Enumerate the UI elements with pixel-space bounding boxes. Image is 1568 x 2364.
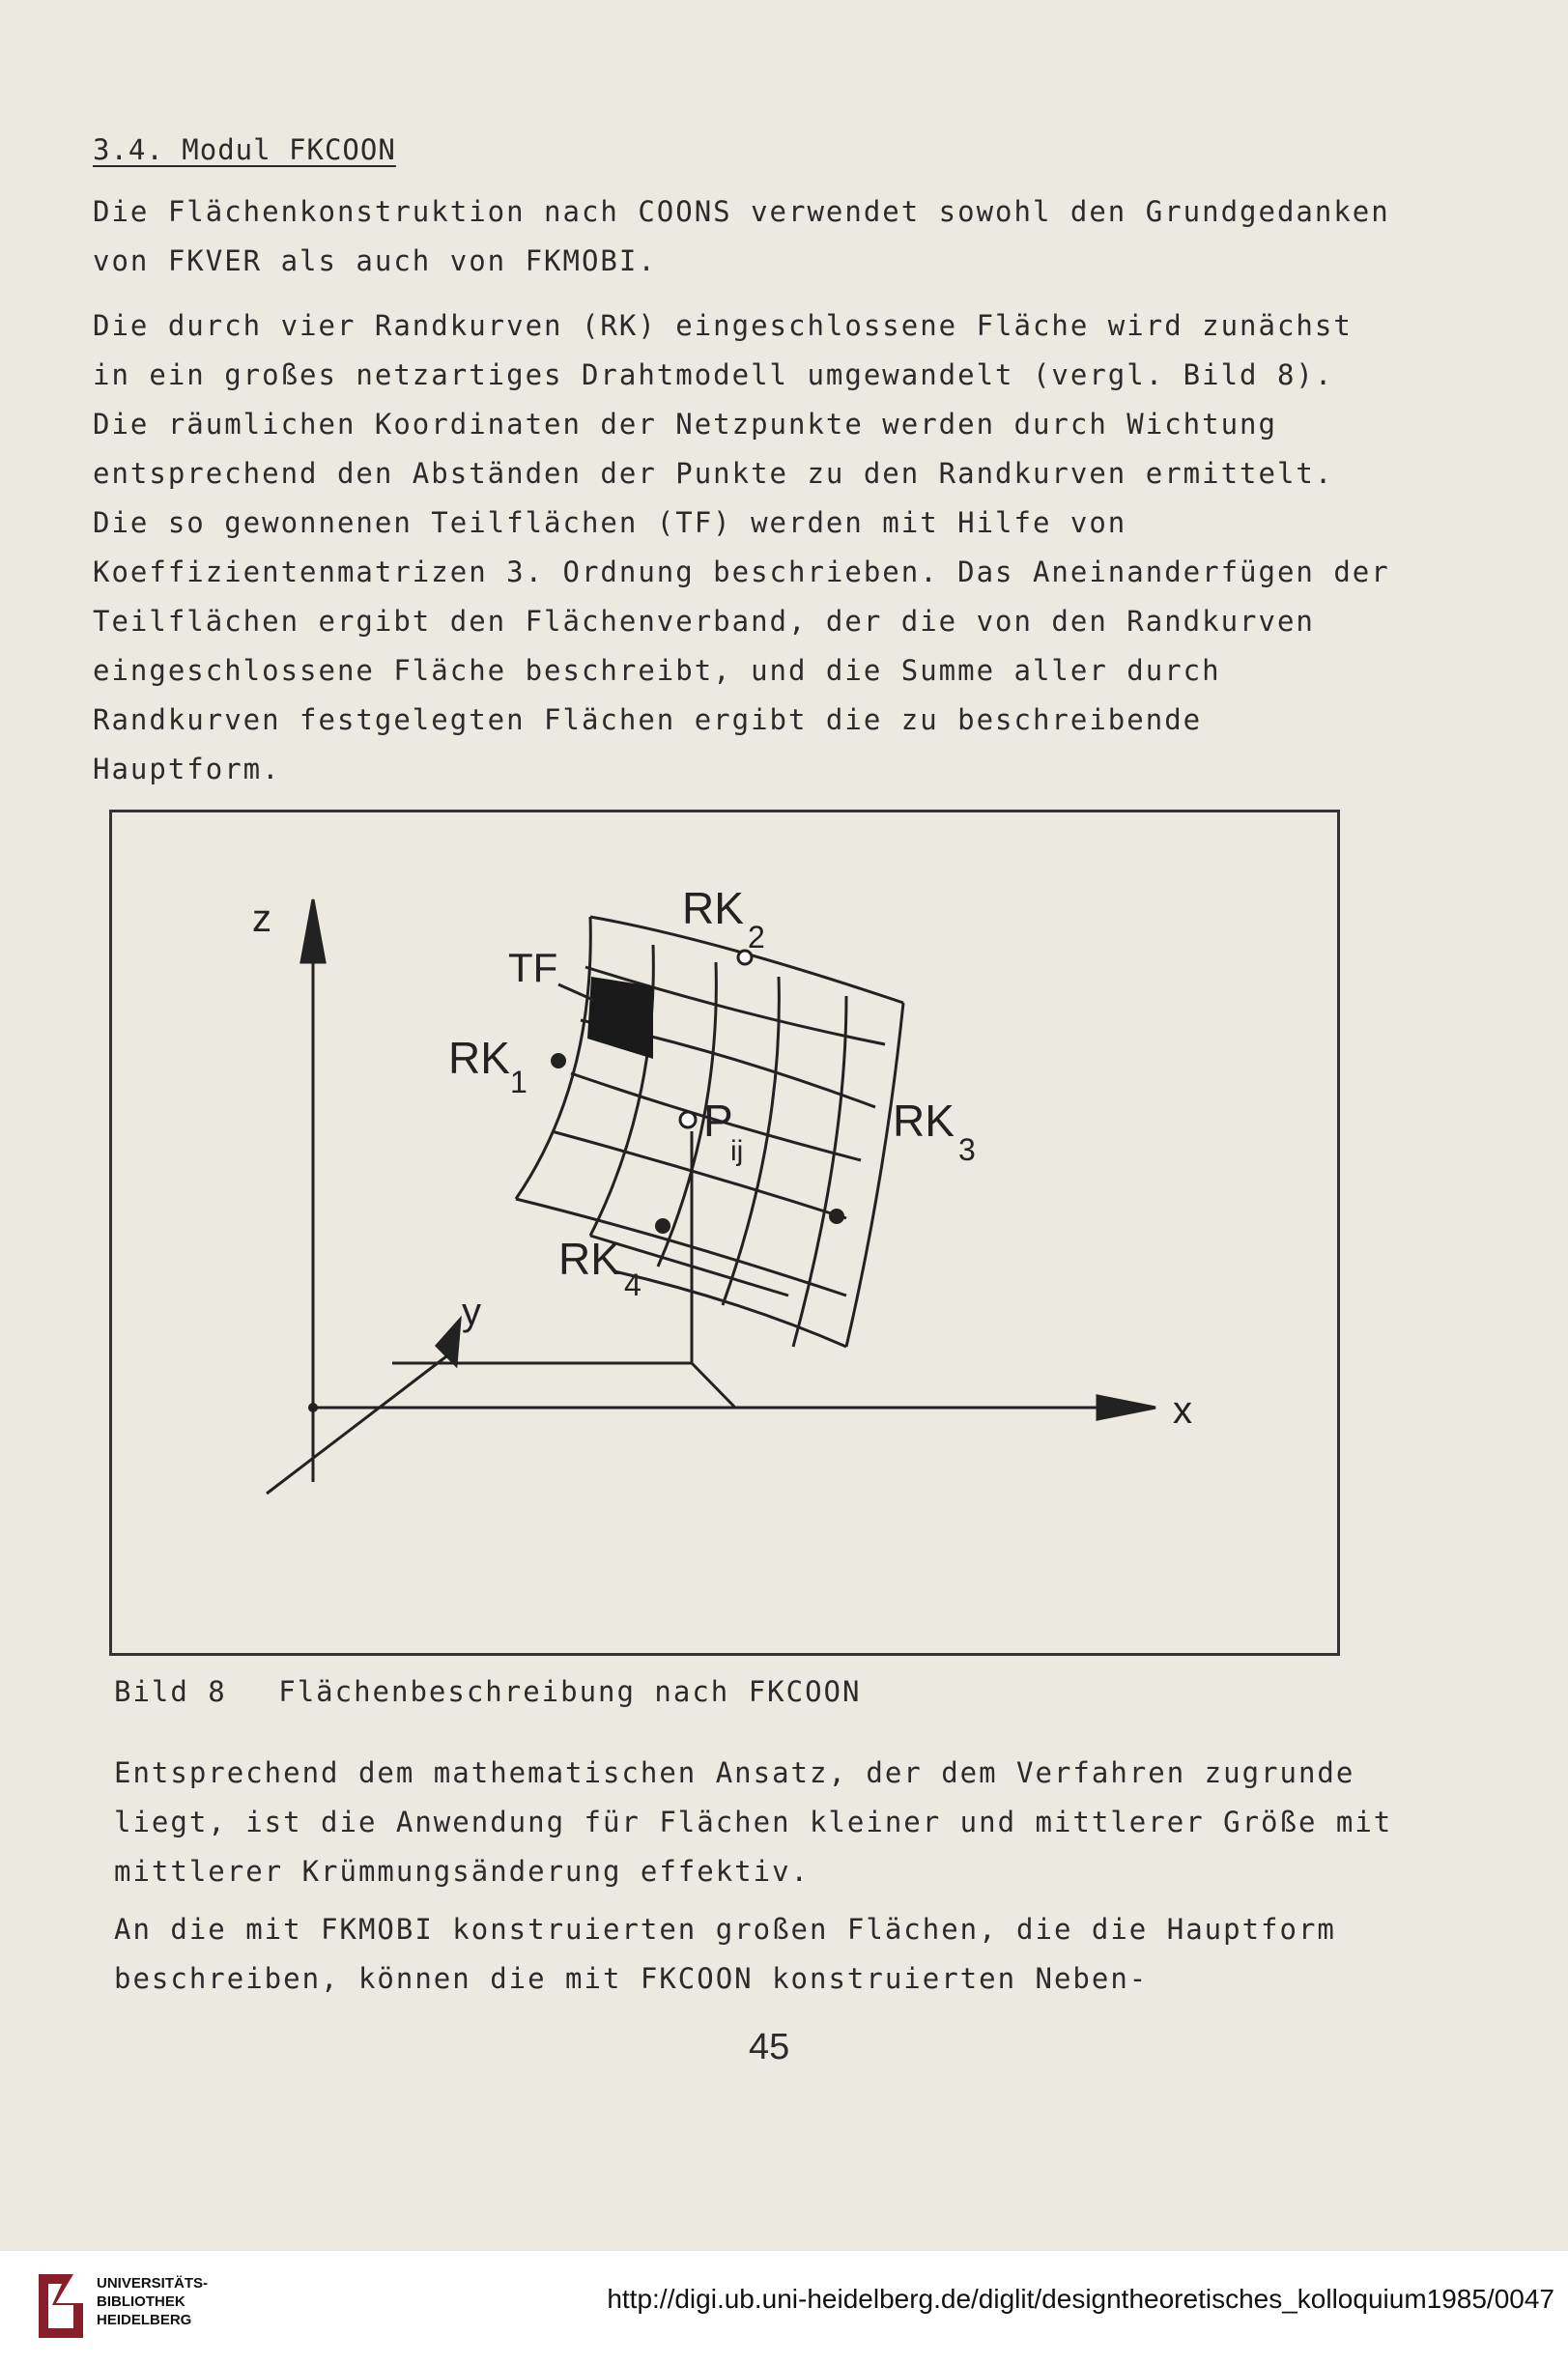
section-heading: 3.4. Modul FKCOON: [93, 133, 396, 166]
rk4-point: [655, 1218, 670, 1234]
figure-coons-surface: [109, 810, 1340, 1656]
footer-bar: [0, 2251, 1568, 2364]
y-axis-arrow: [437, 1320, 460, 1365]
caption-text: Flächenbeschreibung nach FKCOON: [278, 1675, 862, 1708]
library-line-3: HEIDELBERG: [97, 2312, 192, 2328]
library-line-1: UNIVERSITÄTS-: [97, 2275, 209, 2292]
tf-patch: [587, 977, 653, 1059]
grid-column-6-rk3: [846, 1003, 903, 1347]
pij-sub: ij: [730, 1135, 744, 1167]
rk3-sub: 3: [958, 1132, 976, 1167]
pij-label: P: [703, 1096, 733, 1146]
coons-diagram: [112, 812, 1337, 1653]
y-axis: [267, 1353, 450, 1494]
rk1-sub: 1: [510, 1065, 527, 1099]
library-logo-icon: [35, 2270, 87, 2342]
rk1-point: [551, 1053, 566, 1068]
projection-line-x: [692, 1363, 735, 1408]
paragraph-1: Die Flächenkonstruktion nach COONS verwendet sowohl den Grundgedanken von FKVER als auch von FKMOBI.: [93, 195, 1390, 277]
rk1-label: RK: [448, 1033, 510, 1083]
z-axis-arrow: [301, 899, 325, 962]
origin-point: [308, 1403, 318, 1412]
x-label: x: [1173, 1389, 1192, 1432]
library-name: [97, 2274, 208, 2329]
y-label: y: [462, 1291, 481, 1333]
caption-number: Bild 8: [114, 1675, 227, 1708]
rk4-label: RK: [558, 1234, 620, 1284]
pij-point: [680, 1112, 696, 1127]
paragraph-2: Die durch vier Randkurven (RK) eingeschlossene Fläche wird zunächst in ein großes netzartiges Drahtmodell umgewandelt (vergl. Bild 8). Die räumlichen Koordinaten der Netzpunkte werden durch Wichtung entsprechend den Abständen der Punkte zu den Randkurven ermittelt. Die so gewonnenen Teilflächen (TF) werden mit Hilfe von Koeffizientenmatrizen 3. Ordnung beschrieben. Das Aneinanderfügen der Teilflächen ergibt den Flächenverband, der die von den Randkurven eingeschlossene Fläche beschreibt, und die Summe aller durch Randkurven festgelegten Flächen ergibt die zu beschreibende Hauptform.: [93, 309, 1390, 785]
paragraph-3: Entsprechend dem mathematischen Ansatz, der dem Verfahren zugrunde liegt, ist die Anwendung für Flächen kleiner und mittlerer Größe mit mittlerer Krümmungsänderung effektiv.: [114, 1756, 1393, 1888]
library-line-2: BIBLIOTHEK: [97, 2293, 185, 2310]
x-axis-arrow: [1098, 1396, 1155, 1419]
rk3-label: RK: [893, 1096, 955, 1146]
paragraph-4: An die mit FKMOBI konstruierten großen Flächen, die die Hauptform beschreiben, können die mit FKCOON konstruierten Neben-: [114, 1913, 1336, 1995]
rk2-sub: 2: [748, 920, 765, 954]
tf-label: TF: [508, 945, 558, 990]
rk4-sub: 4: [624, 1267, 641, 1302]
rk2-label: RK: [682, 883, 744, 933]
z-label: z: [252, 897, 271, 940]
rk3-point: [829, 1209, 844, 1224]
source-url-link[interactable]: http://digi.ub.uni-heidelberg.de/diglit/designtheoretisches_kolloquium1985/0047: [607, 2284, 1554, 2314]
figure-caption: [114, 1675, 861, 1708]
page-number: 45: [749, 2027, 790, 2067]
